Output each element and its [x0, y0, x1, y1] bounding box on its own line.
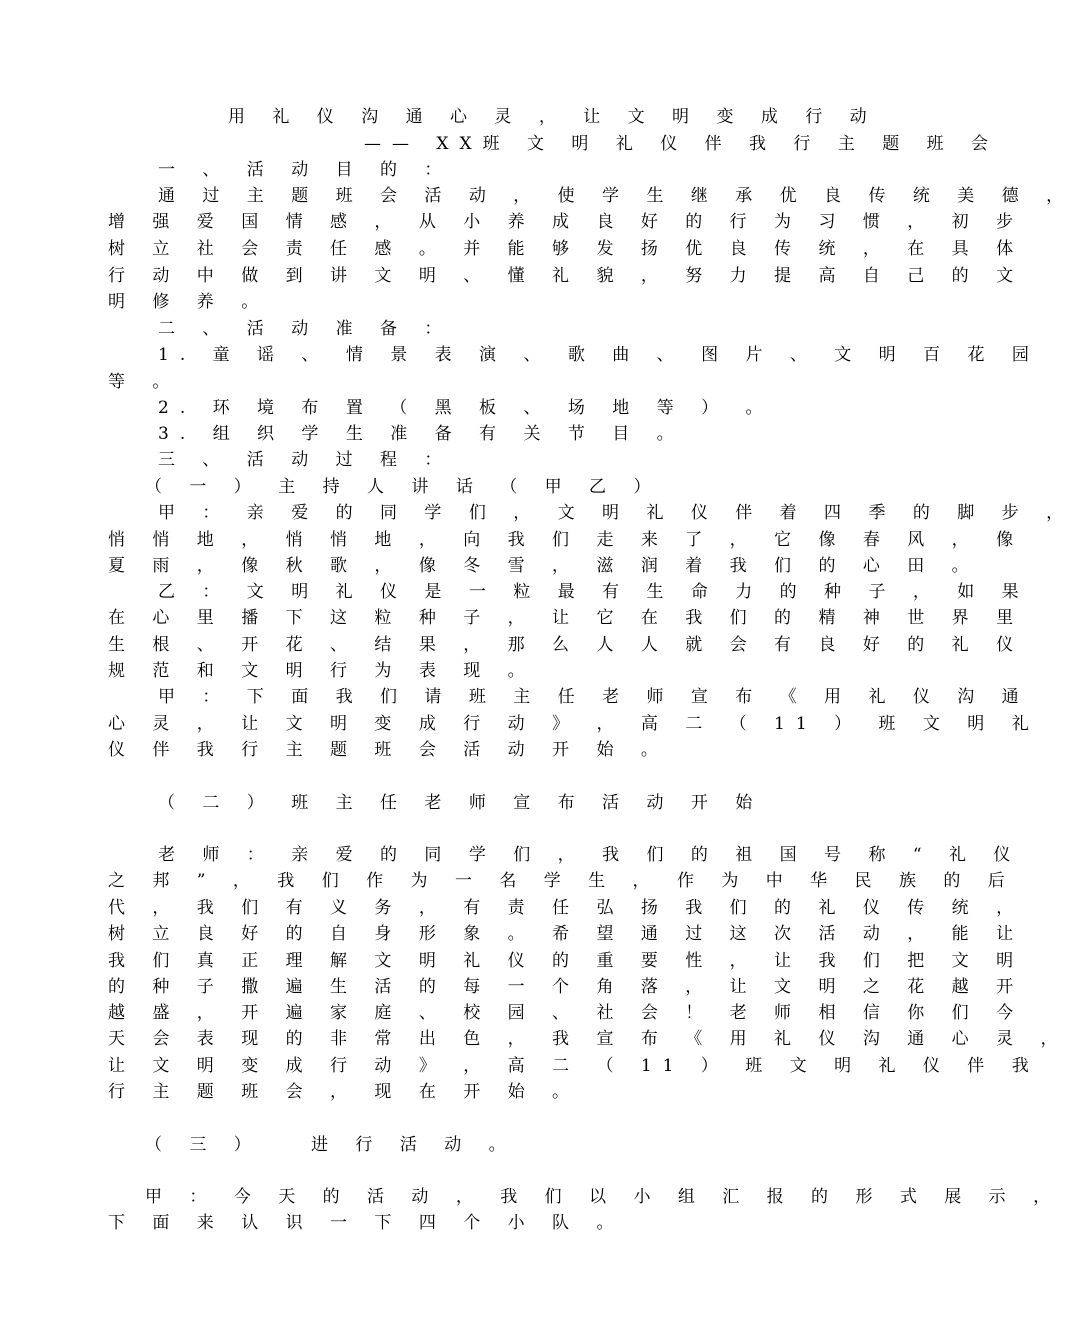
text-line: 3. 组 织 学 生 准 备 有 关 节 目 。 — [158, 424, 685, 444]
text-line: 通 过 主 题 班 会 活 动 ， 使 学 生 继 承 优 良 传 统 美 德 ， — [158, 186, 1074, 206]
text-line: 乙 ： 文 明 礼 仪 是 一 粒 最 有 生 命 力 的 种 子 ， 如 果 — [158, 582, 1030, 602]
text-line: 甲 ： 今 天 的 活 动 ， 我 们 以 小 组 汇 报 的 形 式 展 示 ， — [145, 1187, 1062, 1207]
text-line: 老 师 ： 亲 爱 的 同 学 们 ， 我 们 的 祖 国 号 称 “ 礼 仪 — [158, 845, 1022, 865]
text-line: 树 立 良 好 的 自 身 形 象 。 希 望 通 过 这 次 活 动 ， 能 让 — [108, 924, 1025, 944]
text-line: 代 ， 我 们 有 义 务 ， 有 责 任 弘 扬 我 们 的 礼 仪 传 统 ， — [108, 898, 1025, 918]
text-line: （ 三 ） 进 行 活 动 。 — [145, 1135, 517, 1155]
text-line: 之 邦 ” ， 我 们 作 为 一 名 学 生 ， 作 为 中 华 民 族 的 后 — [108, 871, 1016, 891]
text-line: 增 强 爱 国 情 感 ， 从 小 养 成 良 好 的 行 为 习 惯 ， 初 步 — [108, 212, 1025, 232]
text-line: 让 文 明 变 成 行 动 》 ， 高 二 （ 11 ） 班 文 明 礼 仪 伴 我 — [108, 1056, 1040, 1076]
text-line: （ 一 ） 主 持 人 讲 话 （ 甲 乙 ） — [145, 477, 662, 497]
text-line: 等 。 — [108, 372, 181, 392]
text-line: 二 、 活 动 准 备 ： — [158, 319, 453, 339]
text-line: 树 立 社 会 责 任 感 。 并 能 够 发 扬 优 良 传 统 ， 在 具 体 — [108, 239, 1025, 259]
text-line: （ 二 ） 班 主 任 老 师 宣 布 活 动 开 始 — [158, 793, 764, 813]
text-line: 下 面 来 认 识 一 下 四 个 小 队 。 — [108, 1213, 625, 1233]
text-line: 三 、 活 动 过 程 ： — [158, 450, 453, 470]
text-line: 仪 伴 我 行 主 题 班 会 活 动 开 始 。 — [108, 740, 669, 760]
text-line: 我 们 真 正 理 解 文 明 礼 仪 的 重 要 性 ， 让 我 们 把 文 明 — [108, 951, 1025, 971]
text-line: 甲 ： 下 面 我 们 请 班 主 任 老 师 宣 布 《 用 礼 仪 沟 通 — [158, 687, 1030, 707]
text-line: 生 根 、 开 花 、 结 果 ， 那 么 人 人 就 会 有 良 好 的 礼 仪 — [108, 635, 1025, 655]
text-line: 悄 悄 地 ， 悄 悄 地 ， 向 我 们 走 来 了 ， 它 像 春 风 ， 像 — [108, 530, 1025, 550]
text-line: 的 种 子 撒 遍 生 活 的 每 一 个 角 落 ， 让 文 明 之 花 越 开 — [108, 977, 1025, 997]
text-line: 明 修 养 。 — [108, 292, 270, 312]
text-line: 行 动 中 做 到 讲 文 明 、 懂 礼 貌 ， 努 力 提 高 自 己 的 文 — [108, 266, 1025, 286]
text-line: 天 会 表 现 的 非 常 出 色 ， 我 宣 布 《 用 礼 仪 沟 通 心 灵 ， — [108, 1029, 1069, 1049]
text-line: 行 主 题 班 会 ， 现 在 开 始 。 — [108, 1082, 581, 1102]
text-line: 夏 雨 ， 像 秋 歌 ， 像 冬 雪 ， 滋 润 着 我 们 的 心 田 。 — [108, 556, 980, 576]
text-line: 2. 环 境 布 置 （ 黑 板 、 场 地 等 ） 。 — [158, 398, 774, 418]
text-line: 心 灵 ， 让 文 明 变 成 行 动 》 ， 高 二 （ 11 ） 班 文 明 礼 — [108, 714, 1040, 734]
document-subtitle: —— XX班 文 明 礼 仪 伴 我 行 主 题 班 会 — [364, 134, 1000, 154]
text-line: 甲 ： 亲 爱 的 同 学 们 ， 文 明 礼 仪 伴 着 四 季 的 脚 步 ， — [158, 503, 1074, 523]
text-line: 越 盛 ， 开 遍 家 庭 、 校 园 、 社 会 ！ 老 师 相 信 你 们 今 — [108, 1003, 1025, 1023]
text-line: 在 心 里 播 下 这 粒 种 子 ， 让 它 在 我 们 的 精 神 世 界 里 — [108, 608, 1025, 628]
text-line: 规 范 和 文 明 行 为 表 现 。 — [108, 661, 536, 681]
text-line: 一 、 活 动 目 的 ： — [158, 160, 453, 180]
document-title: 用 礼 仪 沟 通 心 灵 ， 让 文 明 变 成 行 动 — [228, 107, 878, 127]
text-line: 1. 童 谣 、 情 景 表 演 、 歌 曲 、 图 片 、 文 明 百 花 园 — [158, 345, 1040, 365]
